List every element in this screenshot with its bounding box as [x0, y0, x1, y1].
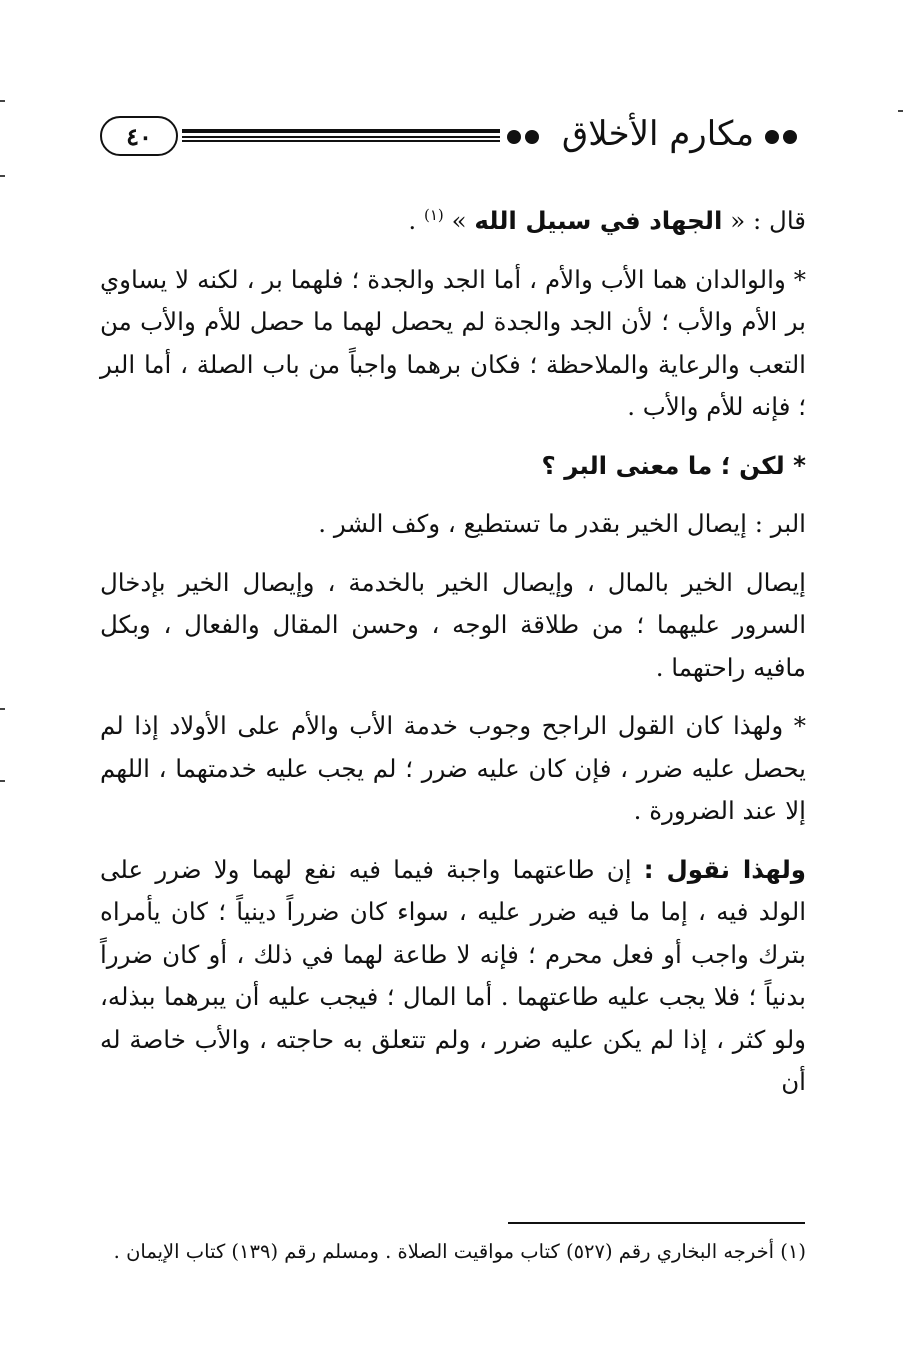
- scan-mark: [0, 100, 5, 102]
- footnote-ref: (١): [423, 205, 444, 224]
- page-number: [100, 116, 178, 156]
- ornament-dot: [525, 130, 539, 144]
- book-title: مكارم الأخلاق: [561, 114, 755, 154]
- page-body: [100, 200, 806, 1104]
- ornament-dot: [783, 130, 797, 144]
- scan-mark: [0, 708, 5, 710]
- page-header: [100, 112, 805, 164]
- lead-in: ولهذا نقول :: [643, 854, 806, 884]
- page-number-text: ٤٠: [126, 121, 152, 151]
- hadith-text: الجهاد في سبيل الله: [474, 206, 723, 235]
- hadith-quote: قال : « الجهاد في سبيل الله » $^{(١)}$ .: [408, 205, 806, 235]
- scan-mark: [0, 175, 5, 177]
- header-rule: [182, 125, 500, 147]
- paragraph: ولهذا نقول : إن طاعتهما واجبة فيما فيه نفع لهما ولا ضرر على الولد فيه ، إما ما فيه ضرر عليه ، سواء كان ضرراً دينياً ؛ كان يأمراه بترك واجب أو فعل محرم ؛ فإنه لا طاعة لهما في ذلك ، أو كان ضرراً بدنياً ؛ فلا يجب عليه طاعتهما . أما المال ؛ فيجب عليه أن يبرهما ببذله، ولو كثر ، إذا لم يكن عليه ضرر ، ولم تتعلق به حاجته ، والأب خاصة له أن: [100, 854, 806, 1096]
- section-heading: * لكن ؛ ما معنى البر ؟: [541, 450, 806, 480]
- scan-mark: [0, 780, 5, 782]
- ornament-dot: [765, 130, 779, 144]
- paragraph: إيصال الخير بالمال ، وإيصال الخير بالخدمة ، وإيصال الخير بإدخال السرور عليهما ؛ من طلاقة الوجه ، وحسن المقال والفعال ، وبكل مافيه راحتهما .: [100, 567, 806, 682]
- footnote: (١) أخرجه البخاري رقم (٥٢٧) كتاب مواقيت الصلاة . ومسلم رقم (١٣٩) كتاب الإيمان .: [113, 1240, 806, 1263]
- paragraph: * ولهذا كان القول الراجح وجوب خدمة الأب والأم على الأولاد إذا لم يحصل عليه ضرر ، فإن كان عليه ضرر ؛ لم يجب عليه خدمتهما ، اللهم إلا عند الضرورة .: [100, 711, 806, 825]
- paragraph: البر : إيصال الخير بقدر ما تستطيع ، وكف الشر .: [318, 509, 806, 538]
- footnotes: [100, 1234, 806, 1270]
- footnote-divider: [508, 1222, 805, 1224]
- scan-mark: [898, 110, 903, 112]
- paragraph: * والوالدان هما الأب والأم ، أما الجد والجدة ؛ فلهما بر ، لكنه لا يساوي بر الأم والأب ؛ لأن الجد والجدة لم يحصل لهما ما حصل للأم والأب من التعب والرعاية والملاحظة ؛ فكان برهما واجباً من باب الصلة ، أما البر ؛ فإنه للأم والأب .: [100, 264, 806, 421]
- ornament-dot: [507, 130, 521, 144]
